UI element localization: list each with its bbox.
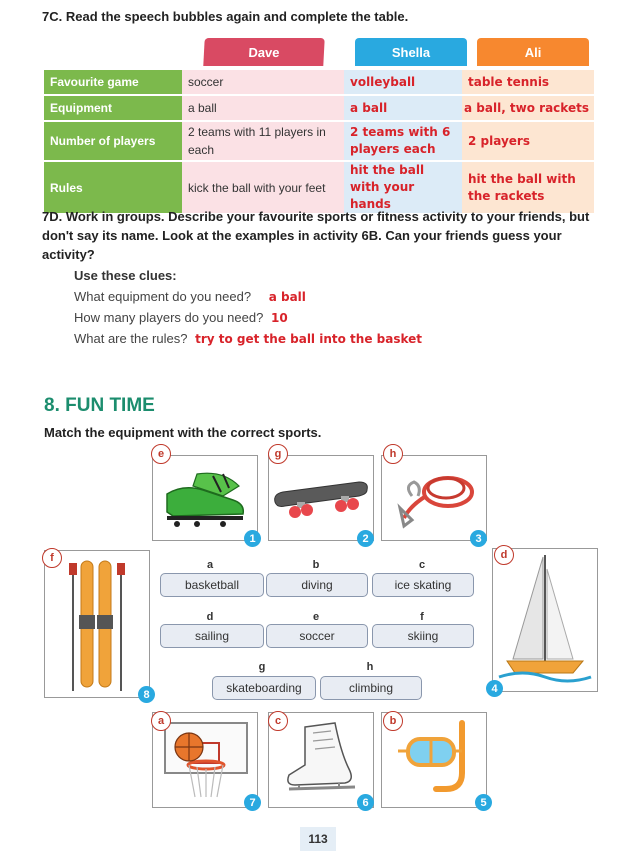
table-row: [44, 70, 594, 94]
cell-shella: 2 teams with 6 players each: [344, 122, 462, 160]
cell-ali: 2 players: [462, 122, 594, 160]
answer-letter: g: [268, 444, 288, 464]
answer-letter: c: [268, 711, 288, 731]
word-soccer: soccer: [266, 624, 368, 648]
row-label: Rules: [44, 162, 182, 213]
sailboat-icon: [493, 549, 597, 691]
header-ali: Ali: [477, 38, 589, 66]
page-number: 113: [300, 827, 336, 851]
clue-question: How many players do you need?: [74, 310, 264, 325]
table-row: [44, 96, 594, 120]
cell-shella: hit the ball with your hands: [344, 162, 462, 213]
climbing-rope-icon: [382, 456, 486, 540]
picture-number: 6: [357, 794, 374, 811]
comparison-table: [44, 68, 594, 215]
word-letter: e: [312, 611, 320, 623]
cell-dave: 2 teams with 11 players in each: [182, 122, 344, 160]
picture-8: [44, 550, 150, 698]
picture-number: 4: [486, 680, 503, 697]
cell-dave: a ball: [182, 96, 344, 120]
table-row: [44, 122, 594, 160]
row-label: Number of players: [44, 122, 182, 160]
word-skateboarding: skateboarding: [212, 676, 316, 700]
word-letter: b: [312, 559, 320, 571]
answer-letter: e: [151, 444, 171, 464]
header-shella: Shella: [355, 38, 467, 66]
picture-1: [152, 455, 258, 541]
picture-number: 1: [244, 530, 261, 547]
clue-question: What equipment do you need?: [74, 289, 252, 304]
section-8-subtitle: Match the equipment with the correct sports.: [44, 425, 322, 440]
word-letter: d: [206, 611, 214, 623]
word-ice-skating: ice skating: [372, 573, 474, 597]
skis-icon: [45, 551, 149, 697]
word-skiing: skiing: [372, 624, 474, 648]
clue-rules: [74, 331, 422, 346]
row-label: Favourite game: [44, 70, 182, 94]
answer-letter: d: [494, 545, 514, 565]
cell-ali: hit the ball with the rackets: [462, 162, 594, 213]
word-letter: a: [206, 559, 214, 571]
answer-letter: f: [42, 548, 62, 568]
picture-number: 2: [357, 530, 374, 547]
cell-shella: a ball: [344, 96, 462, 120]
cell-ali: a ball, two rackets: [462, 96, 594, 120]
section-7d-title: 7D. Work in groups. Describe your favourite sports or fitness activity to your friends, but don't say its name. Look at the examples in activity 6B. Can your friends guess your activity?: [42, 209, 590, 262]
picture-2: [268, 455, 374, 541]
clue-question: What are the rules?: [74, 331, 188, 346]
section-8-title: 8. FUN TIME: [44, 395, 155, 416]
clue-answer: a ball: [268, 290, 306, 304]
word-letter: g: [258, 661, 266, 673]
word-diving: diving: [266, 573, 368, 597]
picture-number: 8: [138, 686, 155, 703]
answer-letter: h: [383, 444, 403, 464]
cell-dave: kick the ball with your feet: [182, 162, 344, 213]
picture-number: 7: [244, 794, 261, 811]
clues-heading: Use these clues:: [74, 268, 177, 283]
cell-dave: soccer: [182, 70, 344, 94]
word-letter: c: [418, 559, 426, 571]
row-label: Equipment: [44, 96, 182, 120]
header-dave: Dave: [203, 38, 324, 66]
clue-players: [74, 310, 288, 325]
word-sailing: sailing: [160, 624, 264, 648]
word-climbing: climbing: [320, 676, 422, 700]
picture-4: [492, 548, 598, 692]
football-boots-icon: [153, 456, 257, 540]
skateboard-icon: [269, 456, 373, 540]
clue-equipment: [74, 289, 306, 304]
picture-number: 5: [475, 794, 492, 811]
word-basketball: basketball: [160, 573, 264, 597]
clue-answer: 10: [270, 311, 288, 325]
clue-answer: try to get the ball into the basket: [195, 332, 422, 346]
cell-shella: volleyball: [344, 70, 462, 94]
word-letter: h: [366, 661, 374, 673]
answer-letter: a: [151, 711, 171, 731]
table-row: [44, 162, 594, 213]
cell-ali: table tennis: [462, 70, 594, 94]
word-letter: f: [420, 611, 424, 623]
answer-letter: b: [383, 711, 403, 731]
picture-3: [381, 455, 487, 541]
section-7c-title: 7C. Read the speech bubbles again and complete the table.: [42, 9, 409, 24]
picture-number: 3: [470, 530, 487, 547]
